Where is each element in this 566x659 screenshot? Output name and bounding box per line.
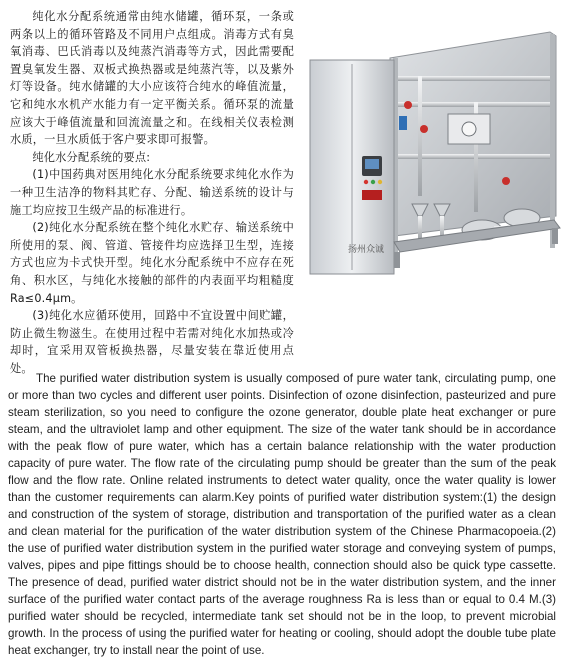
en-paragraph: The purified water distribution system is usually composed of pure water tank, circulating pump, one or more than two cycles and different user points. Disinfection of ozone disinfection, pasteurized and pure steam sterilization, so you need to configure the ozone generator, double plate heat exchanger or pure steam, and the ultraviolet lamp and other equipment. The size of the water tank should be in accordance with the peak flow of pure water, which has a certain balance relationship with the water production capacity of pure water. The flow rate of the circulating pump should be greater than the sum of the peak flow and the flow rate. Online related instruments to detect water quality, once the water quality is lower than the customer requirements can alarm.Key points of purified water distribution system:(1) the design and construction of the system of storage, distribution and transportation of the purified water as a clean and clean material for the purification of the water distribution system of the Chinese Pharmacopoeia.(2) the use of purified water distribution system in the purified water storage and conveying system of pumps, valves, pipes and pipe fittings should be to choose health, connection should also be quick type cassette. The presence of dead, purified water district should not be in the water distribution system, and the inner surface of the purified water contact parts of the average roughness Ra is less than or equal to 0.4 M.(3) purified water should be recycled, intermediate tank set should not be in the loop, to prevent microbial growth. In the process of using the purified water for heating or cooling, should adopt the double tube plate heat exchanger, try to install near the point of use. bbox=[8, 372, 556, 657]
cn-intro-paragraph: 纯化水分配系统通常由纯水储罐，循环泵，一条或两条以上的循环管路及不同用户点组成。消毒方式有臭氧消毒、巴氏消毒以及纯蒸汽消毒等方式，因此需要配置臭氧发生器、双板式换热器或是纯蒸汽等，以及紫外灯等设备。纯水储罐的大小应该符合纯水的峰值流量，它和纯水水机产水能力有一定平衡关系。循环泵的流量应该大于峰值流量和回流流量之和。在线相关仪表检测水质，一旦水质低于客户要求即可报警。 bbox=[10, 10, 294, 147]
equipment-photo bbox=[298, 6, 564, 276]
indicator-light-icon bbox=[364, 180, 368, 184]
emergency-stop-icon bbox=[362, 190, 382, 200]
cn-points-title: 纯化水分配系统的要点: bbox=[32, 150, 151, 164]
skid-leg bbox=[552, 228, 558, 244]
valve-icon bbox=[502, 177, 510, 185]
gauge-icon bbox=[462, 122, 476, 136]
brand-label: 扬州众诚 bbox=[347, 245, 384, 255]
indicator-light-icon bbox=[378, 180, 382, 184]
valve-icon bbox=[404, 101, 412, 109]
frame-post bbox=[550, 34, 555, 248]
pipe bbox=[418, 76, 422, 196]
water-distribution-unit-illustration bbox=[298, 6, 564, 276]
cn-point-3: (3)纯化水应循环使用，回路中不宜设置中间贮罐，防止微生物滋生。在使用过程中若需对纯化水加热或冷却时，宜采用双管板换热器，尽量安装在靠近使用点处。 bbox=[10, 309, 294, 375]
cn-point-1: (1)中国药典对医用纯化水分配系统要求纯化水作为一种卫生洁净的物料其贮存、分配、输送系统的设计与施工均应按卫生级产品的标准进行。 bbox=[10, 168, 294, 217]
english-text-block bbox=[8, 370, 556, 659]
cn-point-2: (2)纯化水分配系统在整个纯化水贮存、输送系统中所使用的泵、阀、管道、管接件均应选择卫生型，连接方式也应为卡式快开型。纯化水分配系统中不应存在死角、积水区，与纯化水接触的部件的内表面平均粗糙度Ra≤0.4μm。 bbox=[10, 221, 294, 305]
flowmeter-icon bbox=[399, 116, 407, 130]
pipe bbox=[418, 216, 422, 240]
display-screen-glass bbox=[365, 159, 379, 169]
skid-leg bbox=[394, 252, 400, 268]
valve-icon bbox=[420, 125, 428, 133]
chinese-text-column bbox=[10, 8, 294, 377]
indicator-light-icon bbox=[371, 180, 375, 184]
